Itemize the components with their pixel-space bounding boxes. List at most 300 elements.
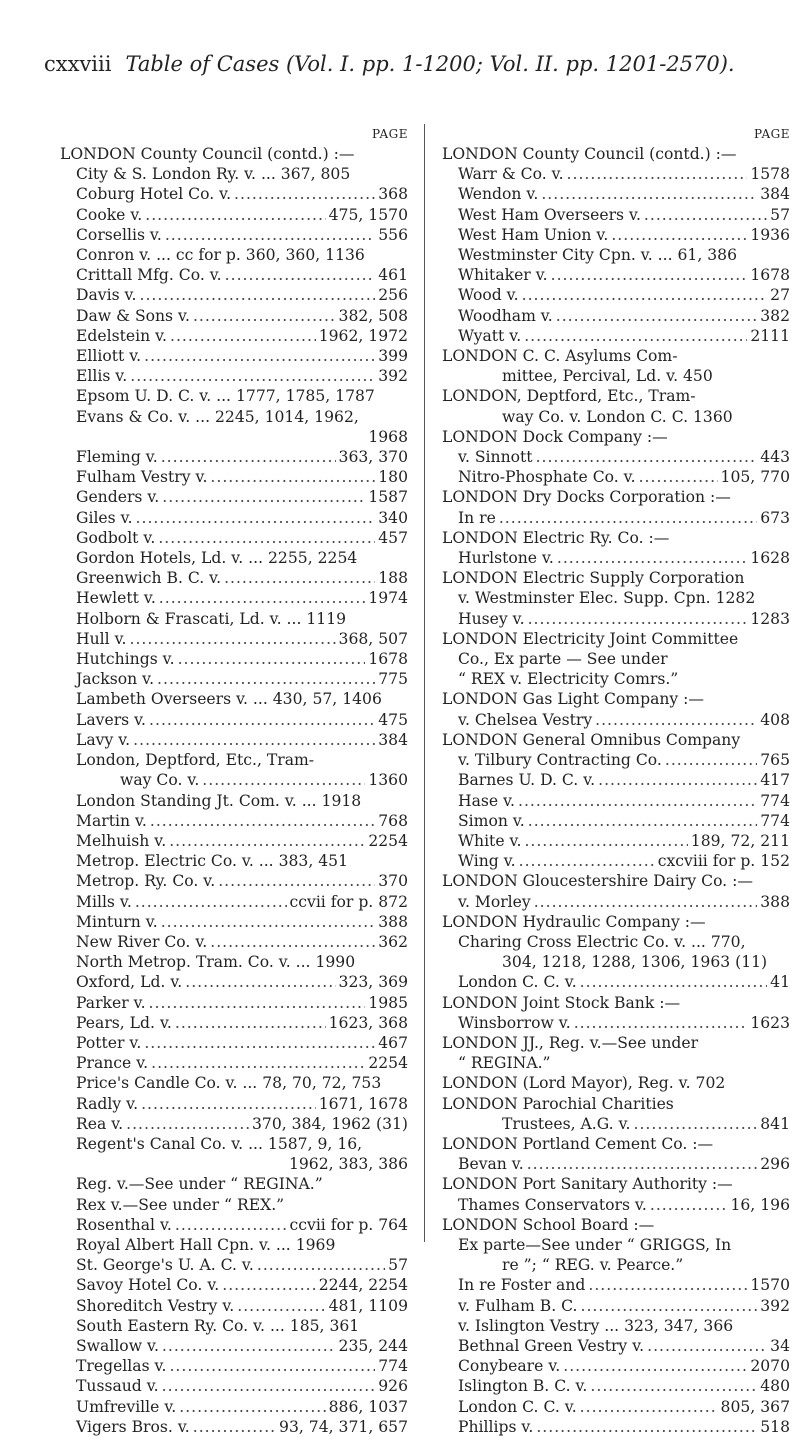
case-name: Corsellis v. — [76, 225, 162, 244]
dot-leader — [611, 225, 747, 245]
case-name: Vigers Bros. v. — [76, 1417, 190, 1436]
page-reference: 1623, 368 — [328, 1013, 408, 1032]
index-entry — [60, 932, 408, 952]
page-header — [44, 52, 784, 76]
page-reference: 673 — [760, 508, 790, 527]
index-heading: LONDON Dry Docks Corporation :— — [442, 488, 731, 507]
index-heading: LONDON Electricity Joint Committee — [442, 629, 739, 648]
case-name: Coburg Hotel Co. v. — [76, 185, 232, 204]
case-name: West Ham Overseers v. — [458, 205, 641, 224]
dot-leader — [644, 205, 767, 225]
page-reference: 368, 507 — [338, 629, 408, 648]
index-entry — [442, 184, 790, 204]
case-name: Wyatt v. — [458, 326, 522, 345]
case-name: Whitaker v. — [458, 266, 548, 285]
index-heading: LONDON Electric Supply Corporation — [442, 569, 745, 588]
index-entry — [442, 508, 790, 528]
index-entry — [442, 265, 790, 285]
index-entry — [442, 892, 790, 912]
index-line: North Metrop. Tram. Co. v. ... 1990 — [76, 953, 356, 972]
case-name: Jackson v. — [76, 670, 155, 689]
dot-leader — [527, 1154, 758, 1174]
case-name: Radly v. — [76, 1094, 139, 1113]
index-entry — [60, 892, 408, 912]
page-reference: 1678 — [368, 650, 408, 669]
case-name: Fulham Vestry v. — [76, 468, 208, 487]
index-line: Reg. v.—See under “ REGINA.” — [76, 1175, 323, 1194]
case-name: Simon v. — [458, 811, 525, 830]
page-reference: 399 — [378, 347, 408, 366]
page-reference: 1628 — [750, 549, 790, 568]
dot-leader — [518, 791, 757, 811]
dot-leader — [150, 811, 375, 831]
dot-leader — [149, 710, 375, 730]
page-reference: 392 — [760, 1296, 790, 1315]
case-name: Hase v. — [458, 791, 515, 810]
dot-leader — [162, 1336, 336, 1356]
index-entry — [60, 588, 408, 608]
dot-leader — [144, 346, 375, 366]
case-name: Bethnal Green Vestry v. — [458, 1336, 645, 1355]
case-name: In re Foster and — [458, 1276, 586, 1295]
page-reference: 408 — [760, 710, 790, 729]
case-name: Prance v. — [76, 1054, 149, 1073]
index-line: Price's Candle Co. v. ... 78, 70, 72, 753 — [76, 1074, 382, 1093]
index-line: Gordon Hotels, Ld. v. ... 2255, 2254 — [76, 549, 358, 568]
case-name: Crittall Mfg. Co. v. — [76, 266, 222, 285]
index-entry — [442, 791, 790, 811]
index-heading: LONDON Parochial Charities — [442, 1094, 674, 1113]
index-entry — [442, 1376, 790, 1396]
index-entry — [60, 225, 408, 245]
page-reference: 1587 — [368, 488, 408, 507]
index-entry — [60, 1255, 408, 1275]
index-line: Holborn & Frascati, Ld. v. ... 1119 — [76, 609, 347, 628]
case-name: West Ham Union v. — [458, 225, 609, 244]
index-line: Rex v.—See under “ REX.” — [76, 1195, 285, 1214]
index-line: Conron v. ... cc for p. 360, 360, 1136 — [76, 246, 365, 265]
dot-leader — [157, 669, 375, 689]
dot-leader — [130, 366, 375, 386]
index-entry — [60, 871, 408, 891]
page-reference: 384 — [378, 730, 408, 749]
case-name: Wendon v. — [458, 185, 539, 204]
dot-leader — [519, 851, 655, 871]
index-line: Co., Ex parte — See under — [458, 650, 668, 669]
dot-leader — [639, 467, 718, 487]
page-reference: 2244, 2254 — [318, 1276, 408, 1295]
index-entry — [60, 447, 408, 467]
index-entry — [60, 669, 408, 689]
dot-leader — [541, 184, 757, 204]
index-heading: LONDON Gas Light Company :— — [442, 690, 705, 709]
index-entry — [442, 770, 790, 790]
case-name: St. George's U. A. C. v. — [76, 1256, 254, 1275]
index-heading: LONDON Port Sanitary Authority :— — [442, 1175, 733, 1194]
case-name: Rosenthal v. — [76, 1215, 172, 1234]
page-reference: 768 — [378, 811, 408, 830]
index-entry — [60, 1417, 408, 1437]
index-heading: LONDON Portland Cement Co. :— — [442, 1134, 714, 1153]
index-entry — [442, 1336, 790, 1356]
case-name: Oxford, Ld. v. — [76, 973, 183, 992]
index-line: mittee, Percival, Ld. v. 450 — [502, 367, 713, 386]
index-entry — [60, 1356, 408, 1376]
dot-leader — [580, 1397, 718, 1417]
page-reference: 368 — [378, 185, 408, 204]
dot-leader — [234, 184, 375, 204]
case-name: Bevan v. — [458, 1155, 524, 1174]
dot-leader — [193, 1417, 276, 1437]
case-name: Tregellas v. — [76, 1357, 167, 1376]
case-name: Mills v. — [76, 892, 132, 911]
page-reference: 370 — [378, 872, 408, 891]
index-entry — [60, 1275, 408, 1295]
dot-leader — [210, 932, 375, 952]
case-name: Husey v. — [458, 609, 525, 628]
dot-leader — [133, 730, 375, 750]
index-line: Ex parte—See under “ GRIGGS, In — [458, 1235, 732, 1254]
case-name: Martin v. — [76, 811, 147, 830]
index-entry — [442, 1275, 790, 1295]
index-entry — [60, 467, 408, 487]
page-reference: 188 — [378, 569, 408, 588]
dot-leader — [126, 1114, 249, 1134]
dot-leader — [178, 649, 366, 669]
index-line: Royal Albert Hall Cpn. v. ... 1969 — [76, 1235, 336, 1254]
index-entry — [442, 1417, 790, 1437]
index-line: South Eastern Ry. Co. v. ... 185, 361 — [76, 1316, 360, 1335]
case-name: Metrop. Ry. Co. v. — [76, 872, 216, 891]
index-entry — [442, 306, 790, 326]
index-entry — [60, 528, 408, 548]
page-reference: 27 — [770, 286, 790, 305]
index-heading: LONDON, Deptford, Etc., Tram- — [442, 387, 696, 406]
index-entry — [60, 1376, 408, 1396]
page-reference: 235, 244 — [338, 1336, 408, 1355]
index-line: Charing Cross Electric Co. v. ... 770, — [458, 932, 746, 951]
dot-leader — [218, 871, 375, 891]
dot-leader — [551, 265, 748, 285]
dot-leader — [528, 811, 757, 831]
index-entry — [442, 831, 790, 851]
index-entry — [60, 265, 408, 285]
index-entry — [442, 750, 790, 770]
page-reference: 1570 — [750, 1276, 790, 1295]
page-label-left: PAGE — [372, 127, 408, 141]
dot-leader — [580, 972, 768, 992]
index-heading: LONDON County Council (contd.) :— — [442, 145, 737, 163]
index-entry — [60, 346, 408, 366]
case-name: Swallow v. — [76, 1336, 159, 1355]
dot-leader — [574, 1013, 748, 1033]
case-name: Daw & Sons v. — [76, 306, 190, 325]
page-reference: 93, 74, 371, 657 — [279, 1417, 408, 1436]
dot-leader — [135, 892, 287, 912]
index-line: London, Deptford, Etc., Tram- — [76, 751, 315, 770]
case-name: Hutchings v. — [76, 650, 175, 669]
dot-leader — [222, 1275, 315, 1295]
page-reference: 370, 384, 1962 (31) — [251, 1114, 408, 1133]
right-column — [442, 124, 790, 1437]
case-name: Islington B. C. v. — [458, 1377, 588, 1396]
index-line: Lambeth Overseers v. ... 430, 57, 1406 — [76, 690, 382, 709]
case-name: Edelstein v. — [76, 326, 167, 345]
page-reference: 384 — [760, 185, 790, 204]
page-number: cxxviii — [44, 52, 112, 76]
page-reference: ccvii for p. 764 — [289, 1215, 408, 1234]
dot-leader — [224, 568, 375, 588]
page-reference: 461 — [378, 266, 408, 285]
dot-leader — [162, 1376, 376, 1396]
dot-leader — [179, 1397, 325, 1417]
index-entry — [442, 164, 790, 184]
dot-leader — [524, 831, 687, 851]
page-reference: 480 — [760, 1377, 790, 1396]
index-entry — [60, 710, 408, 730]
index-line: 304, 1218, 1288, 1306, 1963 (11) — [502, 953, 768, 972]
dot-leader — [141, 1094, 316, 1114]
index-entry — [60, 912, 408, 932]
dot-leader — [149, 993, 366, 1013]
index-entry — [60, 1336, 408, 1356]
page-reference: 388 — [760, 892, 790, 911]
page-reference: 382, 508 — [338, 306, 408, 325]
case-name: Savoy Hotel Co. v. — [76, 1276, 220, 1295]
index-line: v. Westminster Elec. Supp. Cpn. 1282 — [458, 589, 756, 608]
page-reference: 2070 — [750, 1357, 790, 1376]
index-heading: LONDON (Lord Mayor), Reg. v. 702 — [442, 1074, 726, 1093]
dot-leader — [557, 548, 747, 568]
page-reference: 886, 1037 — [328, 1397, 408, 1416]
index-entry — [442, 1154, 790, 1174]
index-entry — [60, 184, 408, 204]
case-name: Pears, Ld. v. — [76, 1013, 172, 1032]
dot-leader — [225, 265, 376, 285]
case-name: Minturn v. — [76, 912, 158, 931]
page-reference: 774 — [760, 791, 790, 810]
page-reference: 1985 — [368, 993, 408, 1012]
case-name: Rea v. — [76, 1114, 124, 1133]
index-entry — [60, 205, 408, 225]
dot-leader — [567, 164, 748, 184]
dot-leader — [130, 629, 336, 649]
case-name: London C. C. v. — [458, 973, 577, 992]
index-entry — [60, 1094, 408, 1114]
page-reference: 556 — [378, 225, 408, 244]
dot-leader — [169, 1356, 375, 1376]
page-reference: 2111 — [750, 326, 790, 345]
dot-leader — [536, 447, 758, 467]
case-name: Hewlett v. — [76, 589, 156, 608]
index-entry — [442, 1397, 790, 1417]
index-entry — [60, 326, 408, 346]
dot-leader — [139, 285, 375, 305]
page-reference: 457 — [378, 528, 408, 547]
page-reference: 189, 72, 211 — [690, 831, 790, 850]
page-reference: 57 — [388, 1256, 408, 1275]
page-reference: 34 — [770, 1336, 790, 1355]
index-line: 1968 — [368, 427, 408, 446]
case-name: Thames Conservators v. — [458, 1195, 647, 1214]
dot-leader — [581, 1296, 758, 1316]
case-name: London C. C. v. — [458, 1397, 577, 1416]
dot-leader — [158, 528, 375, 548]
dot-leader — [161, 447, 336, 467]
case-name: Davis v. — [76, 286, 137, 305]
page-reference: 475, 1570 — [328, 205, 408, 224]
page-reference: 2254 — [368, 1054, 408, 1073]
index-entry — [60, 1397, 408, 1417]
index-entry — [60, 568, 408, 588]
index-entry — [60, 1053, 408, 1073]
dot-leader — [556, 306, 758, 326]
dot-leader — [595, 710, 757, 730]
dot-leader — [237, 1296, 325, 1316]
index-entry — [60, 1033, 408, 1053]
dot-leader — [522, 285, 768, 305]
index-line: Evans & Co. v. ... 2245, 1014, 1962, — [76, 407, 359, 426]
page-reference: 323, 369 — [338, 973, 408, 992]
dot-leader — [145, 205, 325, 225]
case-name: Umfreville v. — [76, 1397, 177, 1416]
page-reference: 1936 — [750, 225, 790, 244]
index-entry — [442, 851, 790, 871]
dot-leader — [165, 225, 375, 245]
page-reference: 443 — [760, 448, 790, 467]
page-reference: 1623 — [750, 1013, 790, 1032]
page-reference: 256 — [378, 286, 408, 305]
page-reference: 1578 — [750, 165, 790, 184]
case-name: Woodham v. — [458, 306, 553, 325]
index-entry — [60, 730, 408, 750]
case-name: Nitro-Phosphate Co. v. — [458, 468, 636, 487]
page-reference: 765 — [760, 751, 790, 770]
dot-leader — [650, 1195, 728, 1215]
index-entry — [60, 1215, 408, 1235]
page-reference: 1678 — [750, 266, 790, 285]
case-name: Warr & Co. v. — [458, 165, 564, 184]
index-line: London Standing Jt. Com. v. ... 1918 — [76, 791, 362, 810]
page-reference: 363, 370 — [338, 448, 408, 467]
page-reference: 481, 1109 — [328, 1296, 408, 1315]
index-entry — [60, 1013, 408, 1033]
case-name: Cooke v. — [76, 205, 143, 224]
page-reference: 57 — [770, 205, 790, 224]
page-reference: 41 — [770, 973, 790, 992]
index-entry — [60, 629, 408, 649]
dot-leader — [647, 1336, 767, 1356]
dot-leader — [169, 831, 365, 851]
case-name: Godbolt v. — [76, 528, 156, 547]
index-line: re ”; “ REG. v. Pearce.” — [502, 1256, 684, 1275]
case-name: Ellis v. — [76, 367, 128, 386]
index-line: Westminster City Cpn. v. ... 61, 386 — [458, 246, 738, 265]
case-name: v. Tilbury Contracting Co. — [458, 751, 662, 770]
dot-leader — [210, 467, 375, 487]
page-reference: 1962, 1972 — [318, 326, 408, 345]
index-heading: LONDON Joint Stock Bank :— — [442, 993, 681, 1012]
dot-leader — [598, 770, 757, 790]
page-reference: 926 — [378, 1377, 408, 1396]
case-name: Lavers v. — [76, 710, 147, 729]
index-line: Epsom U. D. C. v. ... 1777, 1785, 1787 — [76, 387, 375, 406]
index-heading: LONDON C. C. Asylums Com- — [442, 347, 678, 366]
dot-leader — [563, 1356, 747, 1376]
page-reference: 805, 367 — [720, 1397, 790, 1416]
case-name: way Co. v. — [120, 771, 200, 790]
case-name: Wood v. — [458, 286, 519, 305]
dot-leader — [588, 1275, 747, 1295]
dot-leader — [162, 487, 365, 507]
index-heading: LONDON General Omnibus Company — [442, 730, 741, 749]
index-entry — [60, 770, 408, 790]
dot-leader — [665, 750, 757, 770]
index-heading: LONDON County Council (contd.) :— — [60, 145, 355, 163]
index-line: way Co. v. London C. C. 1360 — [502, 407, 733, 426]
case-name: Potter v. — [76, 1033, 142, 1052]
case-name: Parker v. — [76, 993, 146, 1012]
index-heading: LONDON Gloucestershire Dairy Co. :— — [442, 872, 753, 891]
index-entry — [442, 548, 790, 568]
index-entry — [60, 366, 408, 386]
index-entry — [442, 1296, 790, 1316]
page-reference: ccvii for p. 872 — [289, 892, 408, 911]
page-reference: 392 — [378, 367, 408, 386]
page-reference: 382 — [760, 306, 790, 325]
index-entry — [60, 285, 408, 305]
index-heading: LONDON School Board :— — [442, 1215, 655, 1234]
index-heading: LONDON Hydraulic Company :— — [442, 912, 706, 931]
page-reference: 1974 — [368, 589, 408, 608]
case-name: Conybeare v. — [458, 1357, 561, 1376]
case-name: Phillips v. — [458, 1417, 534, 1436]
dot-leader — [202, 770, 365, 790]
index-heading: LONDON Dock Company :— — [442, 427, 668, 446]
case-name: v. Morley — [458, 892, 531, 911]
case-name: Giles v. — [76, 508, 133, 527]
dot-leader — [590, 1376, 757, 1396]
index-entry — [60, 811, 408, 831]
index-heading: LONDON JJ., Reg. v.—See under — [442, 1033, 699, 1052]
dot-leader — [534, 892, 758, 912]
page-reference: 518 — [760, 1417, 790, 1436]
index-entry — [60, 993, 408, 1013]
case-name: Hurlstone v. — [458, 549, 554, 568]
index-entry — [442, 447, 790, 467]
column-divider — [424, 124, 425, 1242]
dot-leader — [136, 508, 376, 528]
dot-leader — [144, 1033, 375, 1053]
page-reference: 16, 196 — [730, 1195, 790, 1214]
index-entry — [442, 285, 790, 305]
index-entry — [442, 467, 790, 487]
case-name: v. Fulham B. C. — [458, 1296, 578, 1315]
case-name: Hull v. — [76, 629, 127, 648]
case-name: Barnes U. D. C. v. — [458, 771, 596, 790]
dot-leader — [524, 326, 747, 346]
page-reference: 775 — [378, 670, 408, 689]
index-line: City & S. London Ry. v. ... 367, 805 — [76, 165, 351, 184]
dot-leader — [170, 326, 316, 346]
page-reference: 105, 770 — [720, 468, 790, 487]
index-entry — [60, 831, 408, 851]
index-entry — [60, 1114, 408, 1134]
dot-leader — [528, 609, 748, 629]
case-name: New River Co. v. — [76, 932, 208, 951]
dot-leader — [161, 912, 376, 932]
index-entry — [60, 1296, 408, 1316]
